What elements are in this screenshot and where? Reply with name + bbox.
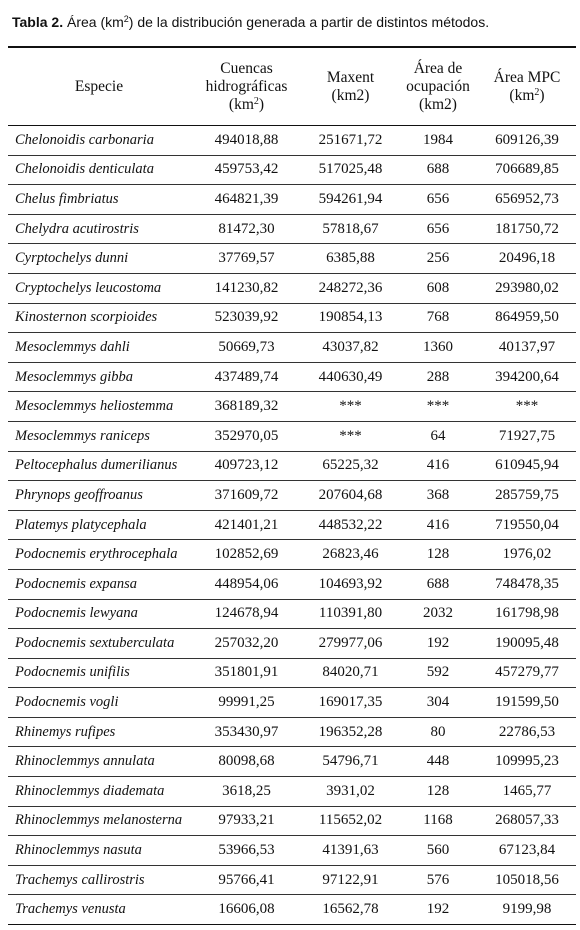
cuencas-cell: 437489,74 (214, 368, 279, 385)
ocupacion-cell: 1360 (423, 338, 453, 355)
ocupacion-cell: 656 (426, 190, 450, 207)
maxent-cell: 65225,32 (322, 457, 379, 474)
cuencas-cell: 494018,88 (214, 131, 279, 148)
table-row (8, 540, 576, 570)
ocupacion-cell: 688 (426, 575, 450, 592)
mpc-cell: 285759,75 (495, 486, 559, 503)
cuencas-cell: 95766,41 (218, 871, 275, 888)
cuencas-cell: 368189,32 (214, 398, 279, 415)
species-cell: Cryptochelys leucostoma (15, 279, 162, 296)
ocupacion-cell: 80 (430, 723, 446, 740)
maxent-cell: 517025,48 (318, 161, 383, 178)
cuencas-cell: 53966,53 (218, 842, 275, 859)
species-area-table (8, 46, 576, 925)
table-row (8, 806, 576, 836)
ocupacion-cell: 1984 (423, 131, 453, 148)
caption-text-before: Área (km (63, 14, 124, 30)
table-row (8, 658, 576, 688)
ocupacion-cell: 576 (426, 871, 450, 888)
mpc-cell: 457279,77 (495, 664, 559, 681)
cuencas-cell: 464821,39 (214, 190, 279, 207)
cuencas-cell: 81472,30 (218, 220, 275, 237)
ocupacion-cell: *** (426, 398, 450, 415)
mpc-cell: 1976,02 (502, 546, 552, 563)
header-especie: Especie (74, 77, 124, 95)
cuencas-cell: 102852,69 (214, 546, 279, 563)
ocupacion-cell: 560 (426, 842, 450, 859)
ocupacion-cell: 688 (426, 161, 450, 178)
table-row (8, 126, 576, 156)
maxent-cell: 104693,92 (318, 575, 383, 592)
ocupacion-cell: 592 (426, 664, 450, 681)
maxent-cell: 169017,35 (318, 694, 383, 711)
species-cell: Rhinoclemmys melanosterna (15, 812, 183, 829)
mpc-cell: 706689,85 (495, 161, 559, 178)
maxent-cell: 41391,63 (322, 842, 379, 859)
table-row (8, 717, 576, 747)
species-cell: Rhinemys rufipes (15, 723, 116, 740)
table-row (8, 273, 576, 303)
maxent-cell: 97122,91 (322, 871, 379, 888)
mpc-cell: 293980,02 (495, 279, 559, 296)
caption-label: Tabla 2. (12, 14, 64, 30)
table-row (8, 865, 576, 895)
ocupacion-cell: 656 (426, 220, 450, 237)
table-row (8, 303, 576, 333)
maxent-cell: 251671,72 (318, 131, 383, 148)
maxent-cell: 54796,71 (322, 753, 379, 770)
ocupacion-cell: 128 (426, 546, 450, 563)
mpc-cell: 9199,98 (502, 901, 552, 918)
cuencas-cell: 124678,94 (214, 605, 279, 622)
header-maxent: Maxent (km2) (326, 68, 375, 104)
species-cell: Peltocephalus dumerilianus (15, 457, 178, 474)
species-cell: Podocnemis sextuberculata (15, 634, 175, 651)
mpc-cell: 748478,35 (495, 575, 559, 592)
ocupacion-cell: 256 (426, 250, 450, 267)
cuencas-cell: 459753,42 (214, 161, 279, 178)
species-cell: Rhinoclemmys nasuta (15, 842, 142, 859)
ocupacion-cell: 416 (426, 516, 450, 533)
maxent-cell: 110391,80 (318, 605, 383, 622)
ocupacion-cell: 768 (426, 309, 450, 326)
cuencas-cell: 257032,20 (214, 634, 279, 651)
cuencas-cell: 352970,05 (214, 427, 279, 444)
table-row (8, 599, 576, 629)
table-row (8, 244, 576, 274)
mpc-cell: 864959,50 (495, 309, 559, 326)
ocupacion-cell: 448 (426, 753, 450, 770)
mpc-cell: 719550,04 (495, 516, 559, 533)
mpc-cell: 610945,94 (495, 457, 559, 474)
species-cell: Podocnemis unifilis (15, 664, 130, 681)
cuencas-cell: 80098,68 (218, 753, 275, 770)
maxent-cell: 190854,13 (318, 309, 383, 326)
table-row (8, 392, 576, 422)
species-cell: Podocnemis lewyana (15, 605, 138, 622)
cuencas-cell: 50669,73 (218, 338, 275, 355)
table-row (8, 836, 576, 866)
species-cell: Podocnemis erythrocephala (15, 546, 178, 563)
species-cell: Mesoclemmys heliostemma (15, 398, 174, 415)
maxent-cell: 6385,88 (326, 250, 375, 267)
ocupacion-cell: 416 (426, 457, 450, 474)
species-cell: Mesoclemmys gibba (15, 368, 133, 385)
species-cell: Platemys platycephala (15, 516, 147, 533)
header-area-ocupacion: Área de ocupación (km2) (406, 59, 470, 113)
ocupacion-cell: 64 (430, 427, 446, 444)
table-row (8, 629, 576, 659)
maxent-cell: *** (339, 427, 362, 444)
caption-superscript: 2 (123, 14, 129, 24)
maxent-cell: 279977,06 (318, 634, 383, 651)
table-row (8, 777, 576, 807)
cuencas-cell: 409723,12 (214, 457, 279, 474)
ocupacion-cell: 368 (426, 486, 450, 503)
table-row (8, 747, 576, 777)
maxent-cell: 57818,67 (322, 220, 379, 237)
maxent-cell: 16562,78 (322, 901, 379, 918)
mpc-cell: 22786,53 (498, 723, 556, 740)
caption-text-after: ) de la distribución generada a partir de distintos métodos. (128, 14, 490, 30)
species-cell: Mesoclemmys raniceps (15, 427, 150, 444)
mpc-cell: 109995,23 (495, 753, 559, 770)
table-row (8, 688, 576, 718)
maxent-cell: 43037,82 (322, 338, 379, 355)
species-cell: Cyrptochelys dunni (15, 250, 129, 267)
cuencas-cell: 353430,97 (214, 723, 279, 740)
table-row (8, 362, 576, 392)
species-cell: Chelonoidis denticulata (15, 161, 154, 178)
ocupacion-cell: 2032 (423, 605, 453, 622)
species-cell: Chelonoidis carbonaria (15, 131, 154, 148)
maxent-cell: 196352,28 (318, 723, 383, 740)
maxent-cell: 3931,02 (326, 782, 375, 799)
mpc-cell: 181750,72 (495, 220, 559, 237)
cuencas-cell: 97933,21 (218, 812, 275, 829)
cuencas-cell: 371609,72 (214, 486, 279, 503)
maxent-cell: 84020,71 (322, 664, 379, 681)
mpc-cell: 1465,77 (502, 782, 552, 799)
table-caption (12, 14, 572, 30)
ocupacion-cell: 304 (426, 694, 450, 711)
ocupacion-cell: 128 (426, 782, 450, 799)
table-row (8, 421, 576, 451)
table-header-row (8, 47, 576, 126)
cuencas-cell: 3618,25 (222, 782, 271, 799)
maxent-cell: 207604,68 (318, 486, 383, 503)
cuencas-cell: 421401,21 (214, 516, 279, 533)
ocupacion-cell: 288 (426, 368, 450, 385)
table-row (8, 510, 576, 540)
table-row (8, 333, 576, 363)
species-cell: Trachemys callirostris (15, 871, 145, 888)
maxent-cell: 115652,02 (318, 812, 383, 829)
table-row (8, 895, 576, 925)
mpc-cell: 268057,33 (495, 812, 559, 829)
table-body (8, 126, 576, 925)
table-row (8, 155, 576, 185)
mpc-cell: 394200,64 (495, 368, 559, 385)
cuencas-cell: 351801,91 (214, 664, 279, 681)
mpc-cell: 40137,97 (498, 338, 556, 355)
mpc-cell: 67123,84 (498, 842, 556, 859)
cuencas-cell: 99991,25 (218, 694, 275, 711)
cuencas-cell: 141230,82 (214, 279, 279, 296)
header-area-mpc: Área MPC $(km^2)$ (493, 68, 561, 104)
mpc-cell: 609126,39 (495, 131, 559, 148)
header-cuencas: Cuencas hidrográficas $(km^2)$ (205, 59, 288, 113)
species-cell: Podocnemis vogli (15, 694, 119, 711)
species-cell: Chelydra acutirostris (15, 220, 139, 237)
table-row (8, 569, 576, 599)
ocupacion-cell: 608 (426, 279, 450, 296)
maxent-cell: 594261,94 (318, 190, 383, 207)
cuencas-cell: 16606,08 (218, 901, 275, 918)
species-cell: Podocnemis expansa (15, 575, 138, 592)
mpc-cell: 105018,56 (495, 871, 559, 888)
ocupacion-cell: 192 (426, 901, 450, 918)
species-cell: Rhinoclemmys annulata (15, 753, 155, 770)
mpc-cell: 161798,98 (495, 605, 559, 622)
species-cell: Kinosternon scorpioides (15, 309, 158, 326)
mpc-cell: 656952,73 (495, 190, 559, 207)
maxent-cell: 26823,46 (322, 546, 379, 563)
cuencas-cell: 448954,06 (214, 575, 279, 592)
species-cell: Rhinoclemmys diademata (15, 782, 165, 799)
species-cell: Phrynops geoffroanus (15, 486, 143, 503)
maxent-cell: 248272,36 (318, 279, 383, 296)
mpc-cell: 20496,18 (498, 250, 556, 267)
maxent-cell: 448532,22 (318, 516, 383, 533)
maxent-cell: 440630,49 (318, 368, 383, 385)
maxent-cell: *** (339, 398, 362, 415)
species-cell: Trachemys venusta (15, 901, 126, 918)
table-row (8, 481, 576, 511)
table-row (8, 185, 576, 215)
cuencas-cell: 523039,92 (214, 309, 279, 326)
table-row (8, 451, 576, 481)
ocupacion-cell: 1168 (423, 812, 453, 829)
ocupacion-cell: 192 (426, 634, 450, 651)
mpc-cell: 71927,75 (498, 427, 556, 444)
mpc-cell: 191599,50 (495, 694, 559, 711)
table-row (8, 214, 576, 244)
mpc-cell: 190095,48 (495, 634, 559, 651)
species-cell: Chelus fimbriatus (15, 190, 119, 207)
species-cell: Mesoclemmys dahli (15, 338, 130, 355)
cuencas-cell: 37769,57 (218, 250, 275, 267)
mpc-cell: *** (515, 398, 539, 415)
